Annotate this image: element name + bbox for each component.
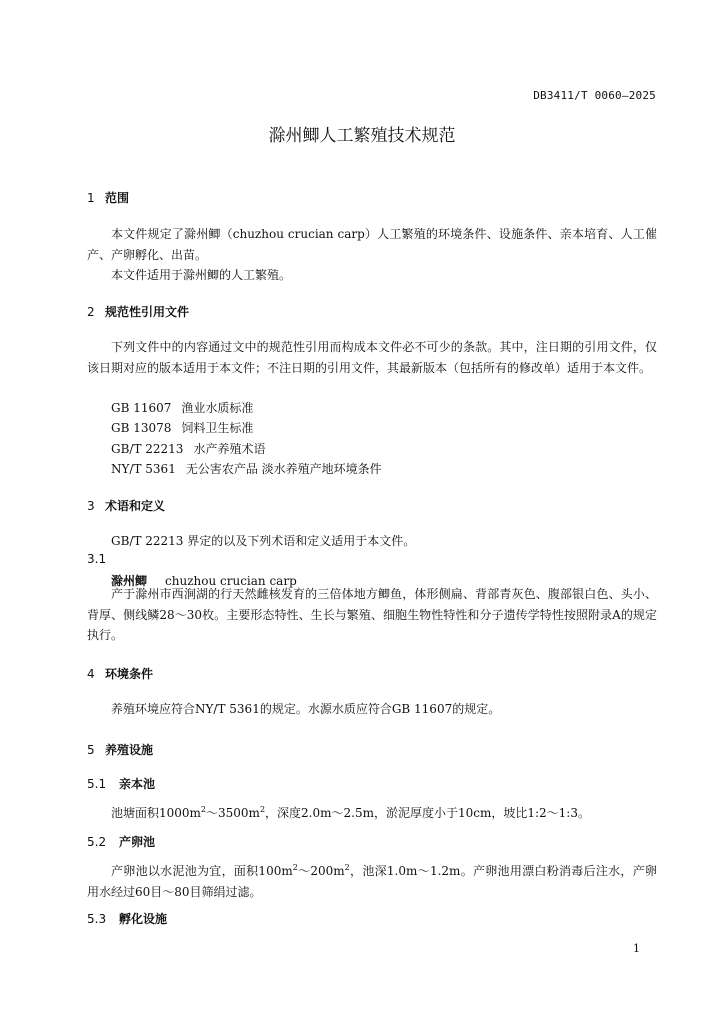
text-fragment: 池塘面积1000m xyxy=(111,806,201,820)
section-title: 孵化设施 xyxy=(119,912,168,926)
superscript: 2 xyxy=(259,805,266,814)
section-5-1-heading xyxy=(87,775,155,792)
section-number: 2 xyxy=(87,305,95,319)
section-5-2-paragraph xyxy=(87,858,657,902)
text-fragment: ，深度2.0m～2.5m，淤泥厚度小于10cm，坡比1:2～1:3。 xyxy=(265,806,590,820)
section-number: 1 xyxy=(87,191,95,205)
section-4-paragraph-1: 养殖环境应符合NY/T 5361的规定。水源水质应符合GB 11607的规定。 xyxy=(111,702,501,716)
section-3-heading xyxy=(87,497,165,514)
superscript: 2 xyxy=(292,863,298,872)
section-title: 养殖设施 xyxy=(105,743,154,757)
reference-code: GB 11607 xyxy=(111,401,172,415)
superscript: 2 xyxy=(200,805,207,814)
section-5-1-paragraph xyxy=(87,800,657,824)
section-3-paragraph-1: GB/T 22213 界定的以及下列术语和定义适用于本文件。 xyxy=(111,534,416,548)
section-number: 4 xyxy=(87,667,95,681)
term-english: chuzhou crucian carp xyxy=(165,574,297,588)
reference-item xyxy=(111,440,265,457)
section-title: 规范性引用文件 xyxy=(105,305,190,319)
section-1-heading xyxy=(87,189,129,206)
reference-name: 无公害农产品 淡水养殖产地环境条件 xyxy=(185,462,382,476)
term-chinese: 滁州鲫 xyxy=(111,574,148,588)
document-number: DB3411/T 0060—2025 xyxy=(533,89,656,102)
term-definition: 产于滁州市西涧湖的行天然雌核发育的三倍体地方鲫鱼，体形侧扁、背部青灰色、腹部银白色、头小、背厚、侧线鳞28～30枚。主要形态特性、生长与繁殖、细胞生物性特性和分子遗传学特性按照附录A的规定执行。 xyxy=(87,587,657,642)
section-4-heading xyxy=(87,665,153,682)
section-number: 5 xyxy=(87,743,95,757)
text-fragment: ，池深1.0m～1.2m。产卵池用漂白粉消毒后注水，产卵用水经过60目～80目筛绢过滤。 xyxy=(87,864,657,899)
reference-code: GB/T 22213 xyxy=(111,442,184,456)
section-2-paragraph-1: 下列文件中的内容通过文中的规范性引用而构成本文件必不可少的条款。其中，注日期的引用文件，仅该日期对应的版本适用于本文件；不注日期的引用文件，其最新版本（包括所有的修改单）适用于本文件。 xyxy=(87,340,657,375)
section-number: 5.2 xyxy=(87,835,107,849)
reference-name: 渔业水质标准 xyxy=(181,401,254,415)
reference-item xyxy=(111,419,253,436)
section-title: 亲本池 xyxy=(119,777,156,791)
section-number: 5.3 xyxy=(87,912,107,926)
reference-item xyxy=(111,460,382,477)
section-5-heading xyxy=(87,741,153,758)
page-number: 1 xyxy=(633,942,640,955)
document-title: 滁州鲫人工繁殖技术规范 xyxy=(268,126,456,146)
reference-name: 水产养殖术语 xyxy=(193,442,266,456)
section-number: 5.1 xyxy=(87,777,107,791)
reference-item xyxy=(111,399,253,416)
section-1-paragraph-1: 本文件规定了滁州鲫（chuzhou crucian carp）人工繁殖的环境条件、设施条件、亲本培育、人工催产、产卵孵化、出苗。 xyxy=(87,227,657,262)
text-fragment: 产卵池以水泥池为宜，面积100m xyxy=(111,864,293,878)
section-2-heading xyxy=(87,303,189,320)
reference-code: GB 13078 xyxy=(111,421,172,435)
superscript: 2 xyxy=(344,863,350,872)
text-fragment: ～200m xyxy=(297,864,345,878)
section-title: 术语和定义 xyxy=(105,499,166,513)
text-fragment: ～3500m xyxy=(206,806,260,820)
section-title: 产卵池 xyxy=(119,835,156,849)
reference-name: 饲料卫生标准 xyxy=(181,421,254,435)
section-5-2-heading xyxy=(87,833,155,850)
section-title: 环境条件 xyxy=(105,667,154,681)
section-5-3-heading xyxy=(87,910,167,927)
reference-code: NY/T 5361 xyxy=(111,462,176,476)
section-1-paragraph-2: 本文件适用于滁州鲫的人工繁殖。 xyxy=(111,268,292,282)
section-title: 范围 xyxy=(105,191,130,205)
section-number: 3 xyxy=(87,499,95,513)
term-number: 3.1 xyxy=(87,552,107,566)
